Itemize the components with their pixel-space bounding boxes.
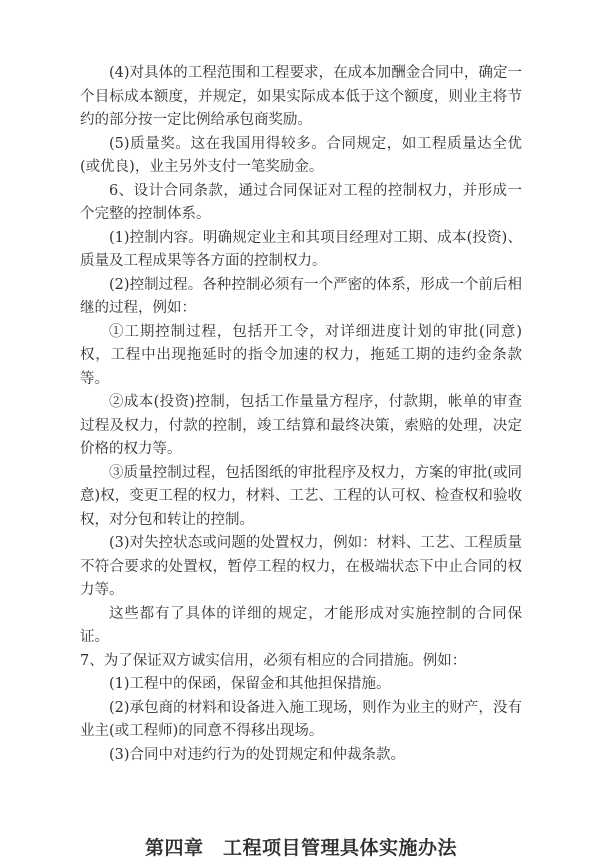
paragraph: ②成本(投资)控制，包括工作量量方程序，付款期，帐单的审查过程及权力，付款的控制，竣工结算和最终决策，索赔的处理，决定价格的权力等。 (80, 394, 522, 457)
paragraph: 6、设计合同条款，通过合同保证对工程的控制权力，并形成一个完整的控制体系。 (80, 182, 522, 222)
paragraph: (1)控制内容。明确规定业主和其项目经理对工期、成本(投资)、质量及工程成果等各方面的控制权力。 (80, 229, 522, 269)
paragraph: (3)合同中对违约行为的处罚规定和仲裁条款。 (109, 746, 406, 763)
paragraph: (2)控制过程。各种控制必须有一个严密的体系，形成一个前后相继的过程，例如： (80, 276, 522, 316)
paragraph: 7、为了保证双方诚实信用，必须有相应的合同措施。例如： (80, 652, 467, 669)
paragraph: ①工期控制过程，包括开工令，对详细进度计划的审批(同意)权，工程中出现拖延时的指令加速的权力，拖延工期的违约金条款等。 (80, 323, 522, 387)
paragraph: 这些都有了具体的详细的规定，才能形成对实施控制的合同保证。 (80, 605, 522, 645)
paragraph: ③质量控制过程，包括图纸的审批程序及权力，方案的审批(或同意)权，变更工程的权力，材料、工艺、工程的认可权、检查权和验收权，对分包和转让的控制。 (80, 464, 522, 528)
paragraph: (4)对具体的工程范围和工程要求，在成本加酬金合同中，确定一个目标成本额度，并规定，如果实际成本低于这个额度，则业主将节约的部分按一定比例给承包商奖励。 (80, 65, 522, 128)
chapter-heading: 第四章 工程项目管理具体实施办法 (144, 837, 457, 859)
document-body (80, 62, 522, 767)
paragraph: (2)承包商的材料和设备进入施工现场，则作为业主的财产，没有业主(或工程师)的同意不得移出现场。 (80, 699, 522, 739)
paragraph: (1)工程中的保函，保留金和其他担保措施。 (109, 676, 391, 692)
paragraph: (3)对失控状态或问题的处置权力，例如：材料、工艺、工程质量不符合要求的处置权，暂停工程的权力，在极端状态下中止合同的权力等。 (80, 535, 522, 598)
paragraph: (5)质量奖。这在我国用得较多。合同规定，如工程质量达全优(或优良)，业主另外支付一笔奖励金。 (80, 135, 522, 175)
